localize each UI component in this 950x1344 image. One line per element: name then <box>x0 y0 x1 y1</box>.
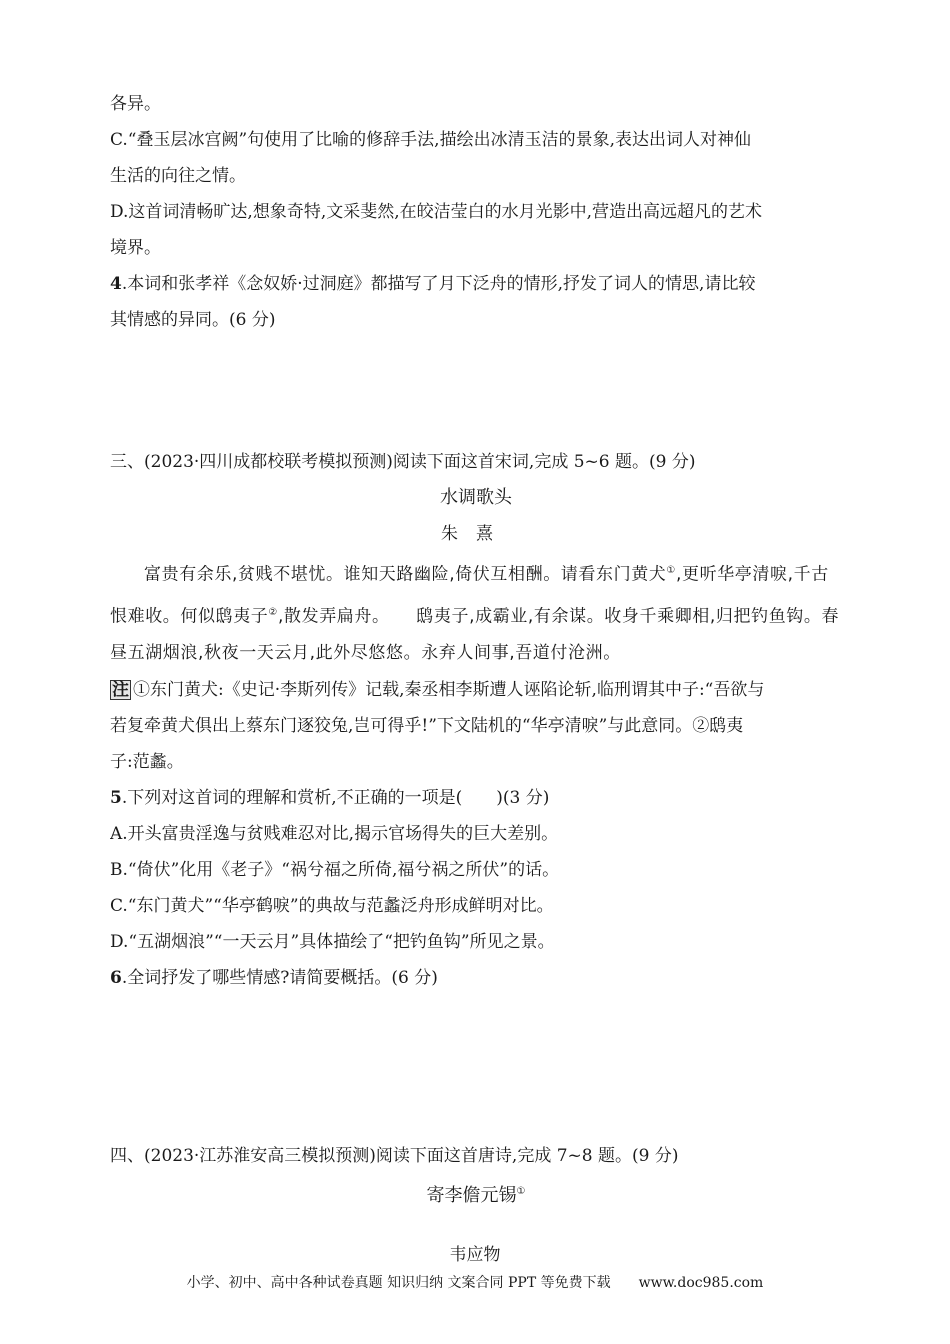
document-page <box>110 86 842 1214</box>
section-3-heading: 三、(2023·四川成都校联考模拟预测)阅读下面这首宋词,完成 5~6 题。(9 分) <box>110 452 696 472</box>
option-c-line2: 生活的向往之情。 <box>110 166 246 186</box>
question-4-line1 <box>110 266 842 302</box>
poem-text-2: 唳,千古恨难收。何似鸱夷子 <box>110 564 829 627</box>
question-6 <box>110 960 842 996</box>
note-badge: 注 <box>112 680 129 701</box>
option-d-line1: D.这首词清畅旷达,想象奇特,文采斐然,在皎洁莹白的水月光影中,营造出高远超凡的艺术 <box>110 202 763 222</box>
answer-space-q4[interactable] <box>110 338 842 444</box>
question-5-option-b: B.“倚伏”化用《老子》“祸兮福之所倚,福兮祸之所伏”的话。 <box>110 860 560 881</box>
question-4-line2: 其情感的异同。(6 分) <box>110 310 276 330</box>
page-footer <box>0 1244 950 1294</box>
question-6-text: .全词抒发了哪些情感?请简要概括。(6 分) <box>121 968 438 989</box>
question-5-text: .下列对这首词的理解和赏析,不正确的一项是( )(3 分) <box>121 788 550 809</box>
section-4-title-footnote-ref: ① <box>516 1186 526 1198</box>
option-c-line1: C.“叠玉层冰宫阙”句使用了比喻的修辞手法,描绘出冰清玉洁的景象,表达出词人对神仙 <box>110 130 751 150</box>
note-line2: 若复牵黄犬俱出上蔡东门逐狡兔,岂可得乎!”下文陆机的“华亭清唳”与此意同。②鸱夷 <box>110 716 744 737</box>
footnote-ref-2: ② <box>268 606 278 618</box>
question-4-text: .本词和张孝祥《念奴娇·过洞庭》都描写了月下泛舟的情形,抒发了词人的情思,请比较 <box>121 274 756 294</box>
question-5-option-c: C.“东门黄犬”“华亭鹤唳”的典故与范蠡泛舟形成鲜明对比。 <box>110 896 554 917</box>
question-4-number: 4 <box>110 274 122 294</box>
footer-text: 小学、初中、高中各种试卷真题 知识归纳 文案合同 PPT 等免费下载 www.doc985.com <box>186 1275 764 1291</box>
question-5-option-d: D.“五湖烟浪”“一天云月”具体描绘了“把钓鱼钩”所见之景。 <box>110 932 555 953</box>
poem-text-1: 富贵有余乐,贫贱不堪忧。谁知天路幽险,倚伏互相酬。请看东门黄犬 <box>144 564 667 585</box>
section-4-poem-title-text: 寄李儋元锡 <box>426 1185 517 1207</box>
option-b-continuation: 各异。 <box>110 94 161 114</box>
footnote-ref-1: ① <box>666 565 676 576</box>
question-5-stem <box>110 780 842 816</box>
section-3-poem-body <box>110 552 842 672</box>
question-6-number: 6 <box>110 968 122 989</box>
option-d-line2: 境界。 <box>110 238 161 258</box>
section-4-poem-title <box>110 1174 842 1214</box>
section-4-poem-author: 韦应物 <box>449 1245 501 1265</box>
question-5-option-a: A.开头富贵淫逸与贫贱难忍对比,揭示官场得失的巨大差别。 <box>110 824 559 845</box>
poem-text-1-end: ,更听华亭清 <box>675 564 770 585</box>
note-text-1: ①东门黄犬:《史记·李斯列传》记载,秦丞相李斯遭人诬陷论斩,临刑谓其中子:“吾欲与 <box>133 680 765 701</box>
note-line3: 子:范蠡。 <box>110 752 184 773</box>
question-5-number: 5 <box>110 788 122 809</box>
note-line1 <box>110 672 842 708</box>
section-4-heading: 四、(2023·江苏淮安高三模拟预测)阅读下面这首唐诗,完成 7~8 题。(9 分) <box>110 1146 679 1167</box>
section-3-poem-title: 水调歌头 <box>440 487 512 508</box>
answer-space-q6[interactable] <box>110 996 842 1138</box>
section-3-poem-author: 朱熹 <box>441 524 511 544</box>
poem-text-2-end: ,散发弄扁舟。 鸱夷子,成霸业,有余谋。收身千乘卿相, <box>277 606 716 627</box>
poem-text-3: 归把钓鱼钩。春昼五湖烟浪,秋夜一天云月,此外尽悠悠。永弃人间事,吾道付沧洲。 <box>110 606 840 664</box>
